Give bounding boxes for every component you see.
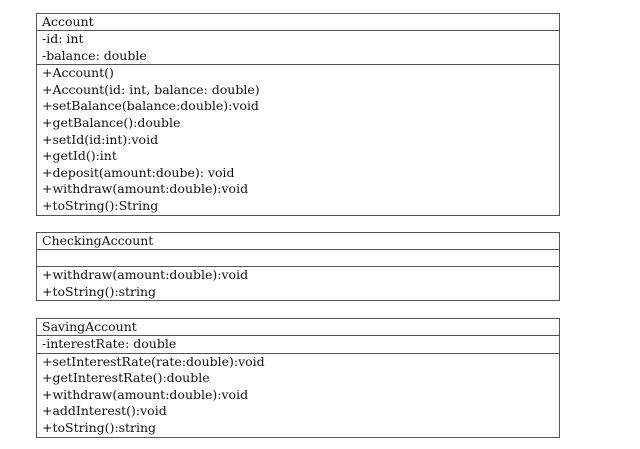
method: +getBalance():double xyxy=(42,114,181,130)
method: +Account(id: int, balance: double) xyxy=(42,81,260,97)
method: +getId():int xyxy=(42,148,117,164)
attributes-section xyxy=(37,336,559,354)
method: +toString():string xyxy=(42,419,157,435)
methods-section xyxy=(37,354,559,437)
attribute: -balance: double xyxy=(42,47,147,63)
method: +Account() xyxy=(42,65,114,81)
attributes-section xyxy=(37,31,559,65)
method: +withdraw(amount:double):void xyxy=(42,386,249,402)
class-box-checking-account xyxy=(36,232,560,301)
method: +addInterest():void xyxy=(42,403,167,419)
method: +setInterestRate(rate:double):void xyxy=(42,353,265,369)
methods-section xyxy=(37,267,559,300)
method: +deposit(amount:doube): void xyxy=(42,164,235,180)
attribute: -interestRate: double xyxy=(42,336,177,351)
method: +withdraw(amount:double):void xyxy=(42,181,249,197)
method: +setId(id:int):void xyxy=(42,131,159,147)
class-name: CheckingAccount xyxy=(37,233,559,250)
class-box-saving-account xyxy=(36,318,560,438)
attribute: -id: int xyxy=(42,31,84,46)
method: +getInterestRate():double xyxy=(42,370,210,386)
attributes-section xyxy=(37,250,559,267)
method: +toString():String xyxy=(42,197,159,213)
method: +withdraw(amount:double):void xyxy=(42,267,249,282)
class-name: Account xyxy=(37,14,559,31)
method: +setBalance(balance:double):void xyxy=(42,98,259,114)
class-box-account xyxy=(36,13,560,216)
method: +toString():string xyxy=(42,283,157,299)
class-name: SavingAccount xyxy=(37,319,559,336)
methods-section xyxy=(37,65,559,214)
